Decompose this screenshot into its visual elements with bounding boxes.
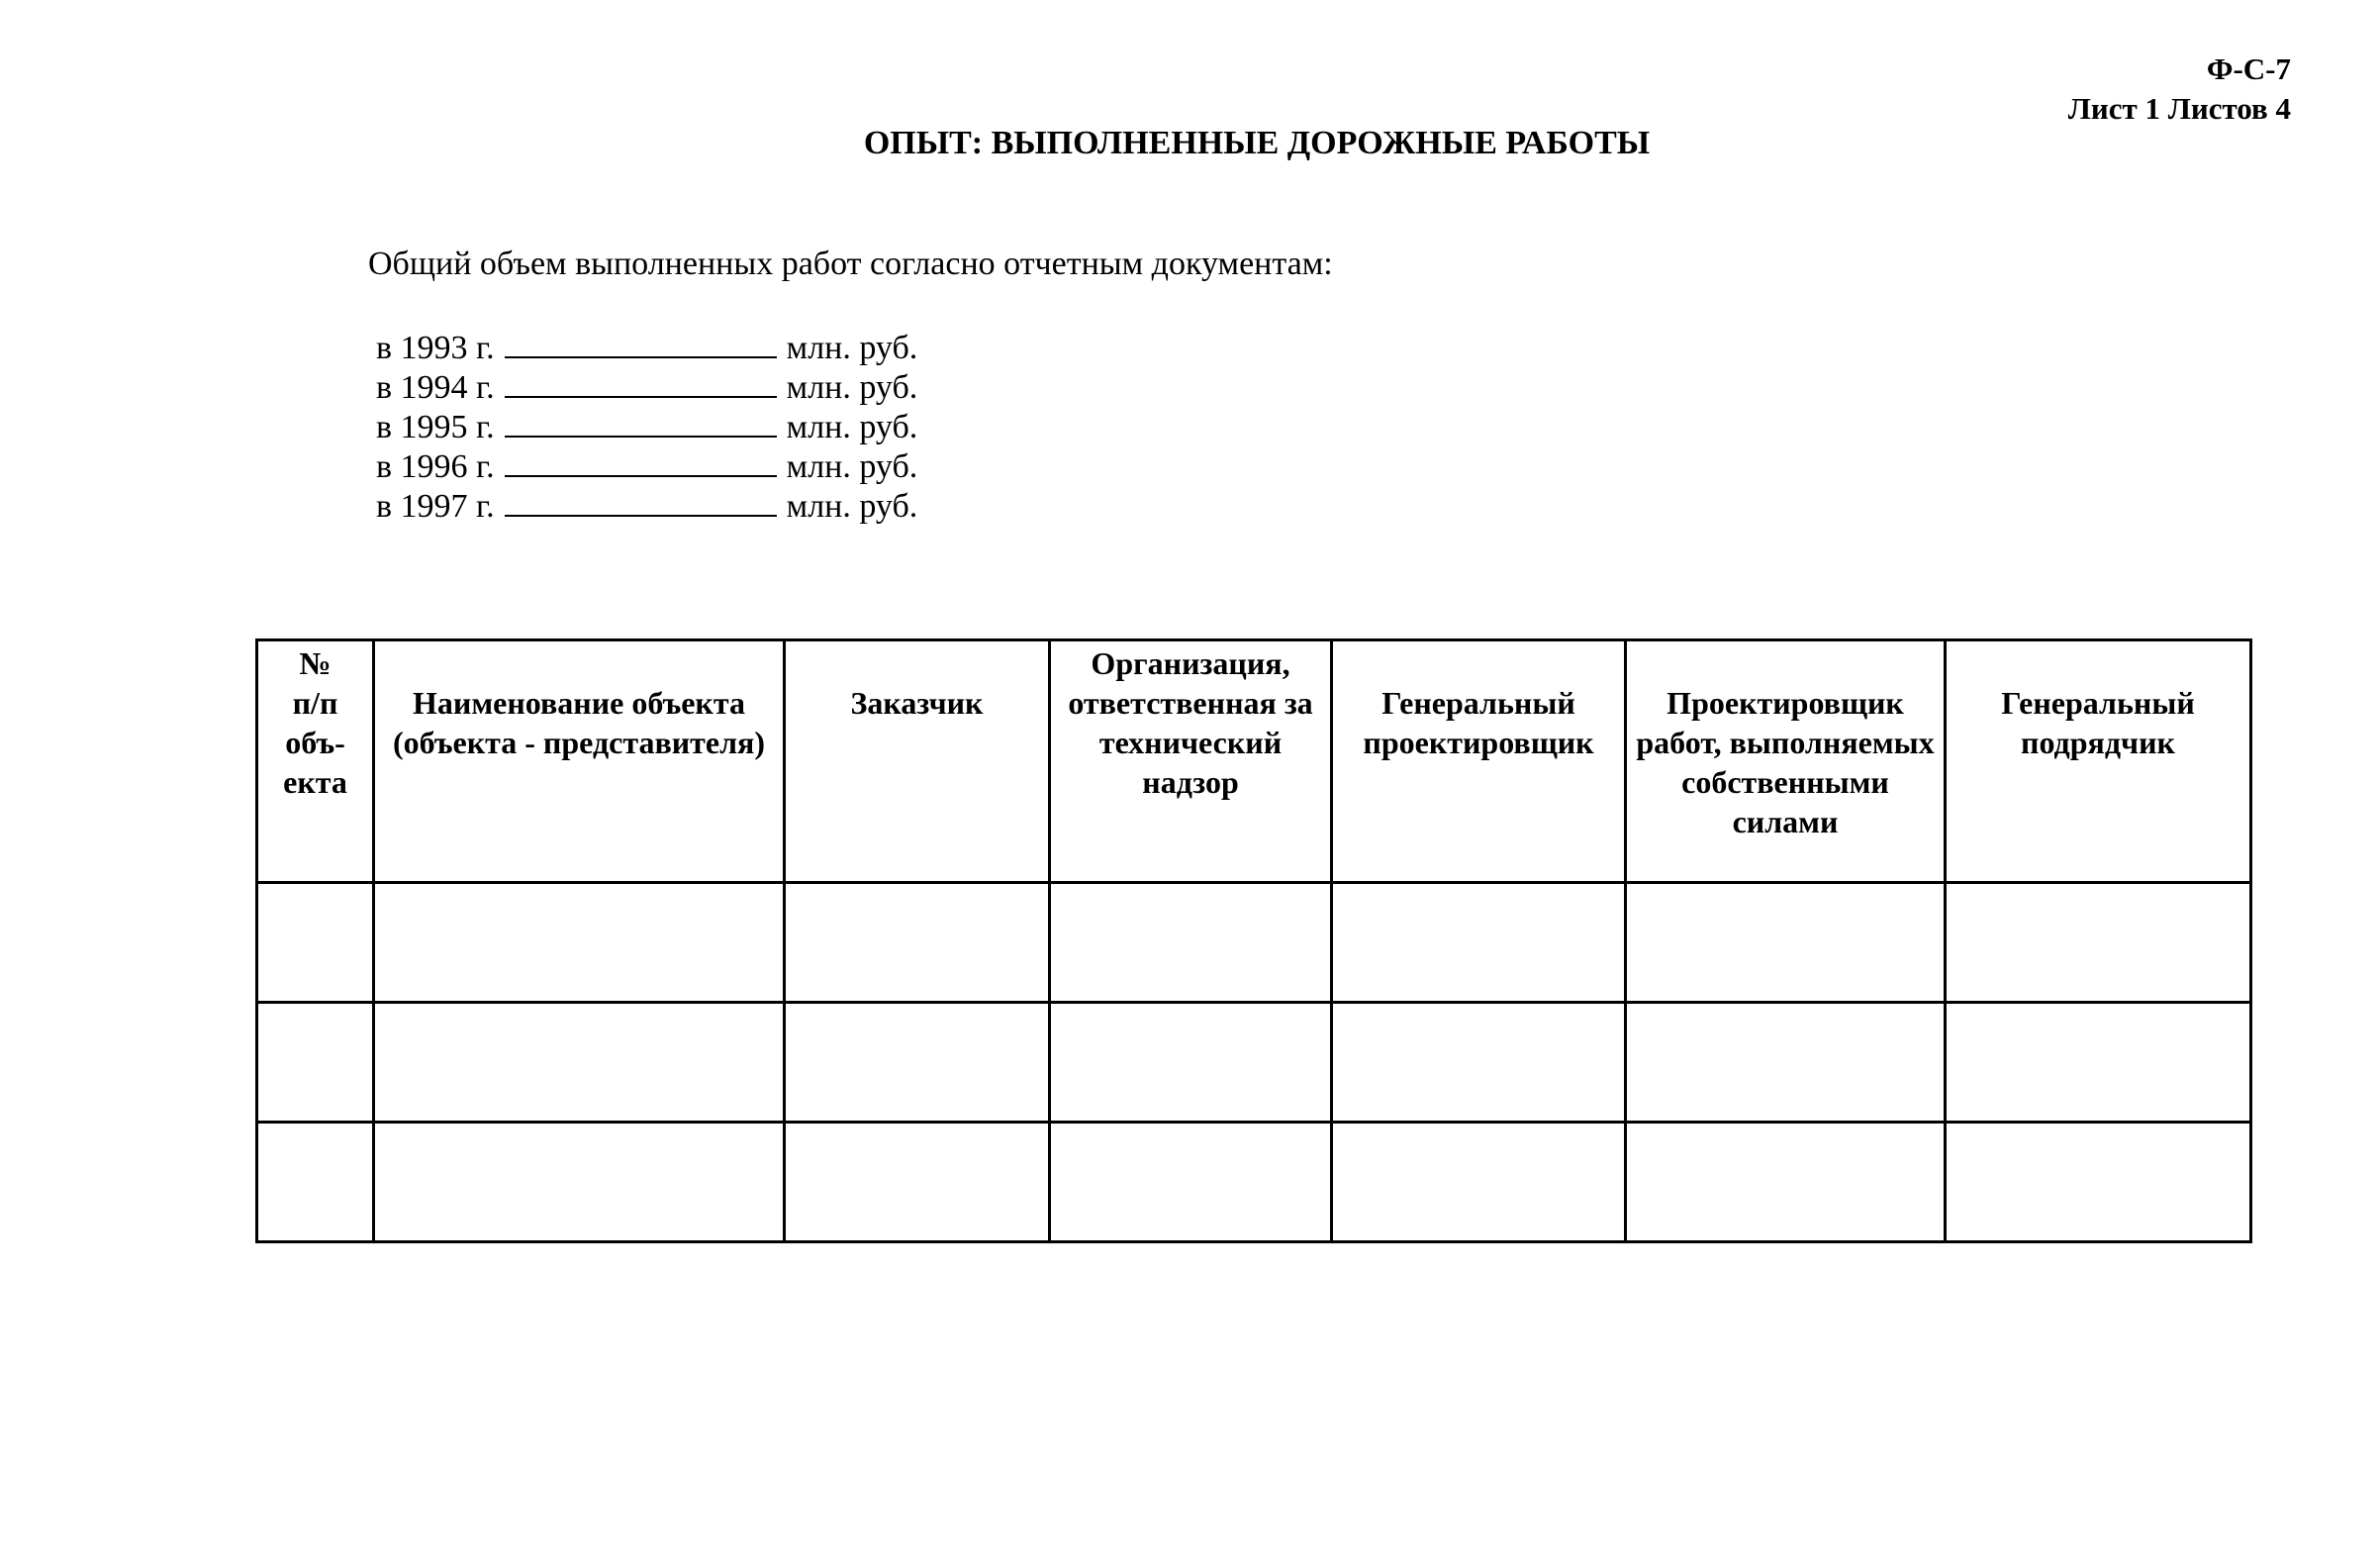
header-own-forces-designer: Проектировщик работ, выполняемых собственными силами	[1626, 640, 1946, 883]
year-label: в 1997 г.	[376, 488, 495, 525]
table-cell[interactable]	[785, 883, 1050, 1003]
table-cell[interactable]	[374, 1003, 785, 1123]
sheet-info: Лист 1 Листов 4	[2067, 91, 2291, 126]
table-cell[interactable]	[1050, 1003, 1332, 1123]
intro-text: Общий объем выполненных работ согласно отчетным документам:	[368, 245, 1333, 282]
table-row	[257, 1123, 2251, 1242]
year-row	[376, 485, 917, 525]
table-cell[interactable]	[1332, 1003, 1626, 1123]
unit-label: млн. руб.	[786, 330, 918, 366]
table-cell[interactable]	[1626, 883, 1946, 1003]
header-general-contractor: Генеральный подрядчик	[1946, 640, 2251, 883]
unit-label: млн. руб.	[786, 369, 918, 406]
table-cell[interactable]	[257, 1003, 374, 1123]
year-label: в 1995 г.	[376, 409, 495, 445]
amount-blank-field[interactable]	[505, 327, 777, 358]
table-cell[interactable]	[1946, 1123, 2251, 1242]
amount-blank-field[interactable]	[505, 445, 777, 477]
header-number: № п/п объ- екта	[257, 640, 374, 883]
header-object-name: Наименование объекта (объекта - представителя)	[374, 640, 785, 883]
table-cell[interactable]	[1332, 1123, 1626, 1242]
unit-label: млн. руб.	[786, 488, 918, 525]
table-cell[interactable]	[1626, 1123, 1946, 1242]
table-cell[interactable]	[257, 1123, 374, 1242]
year-label: в 1993 г.	[376, 330, 495, 366]
amount-blank-field[interactable]	[505, 485, 777, 517]
amount-blank-field[interactable]	[505, 366, 777, 398]
year-label: в 1994 г.	[376, 369, 495, 406]
table-cell[interactable]	[1050, 883, 1332, 1003]
table-header-row	[257, 640, 2251, 883]
year-row	[376, 445, 917, 485]
table-cell[interactable]	[1946, 1003, 2251, 1123]
table-cell[interactable]	[1946, 883, 2251, 1003]
year-row	[376, 327, 917, 366]
table-cell[interactable]	[1626, 1003, 1946, 1123]
table-cell[interactable]	[1332, 883, 1626, 1003]
yearly-volume-list	[376, 327, 917, 525]
table-cell[interactable]	[1050, 1123, 1332, 1242]
year-row	[376, 366, 917, 406]
table-cell[interactable]	[257, 883, 374, 1003]
header-general-designer: Генеральный проектировщик	[1332, 640, 1626, 883]
table-cell[interactable]	[785, 1003, 1050, 1123]
table-cell[interactable]	[374, 1123, 785, 1242]
year-label: в 1996 г.	[376, 448, 495, 485]
unit-label: млн. руб.	[786, 448, 918, 485]
form-code: Ф-С-7	[2206, 51, 2291, 86]
unit-label: млн. руб.	[786, 409, 918, 445]
table-cell[interactable]	[785, 1123, 1050, 1242]
completed-works-table	[255, 638, 2252, 1243]
year-row	[376, 406, 917, 445]
table-row	[257, 1003, 2251, 1123]
table-row	[257, 883, 2251, 1003]
header-supervision-org: Организация, ответственная за технический надзор	[1050, 640, 1332, 883]
table-cell[interactable]	[374, 883, 785, 1003]
page-title: ОПЫТ: ВЫПОЛНЕННЫЕ ДОРОЖНЫЕ РАБОТЫ	[863, 125, 1651, 161]
form-code-block	[2068, 49, 2291, 129]
header-customer: Заказчик	[785, 640, 1050, 883]
amount-blank-field[interactable]	[505, 406, 777, 438]
